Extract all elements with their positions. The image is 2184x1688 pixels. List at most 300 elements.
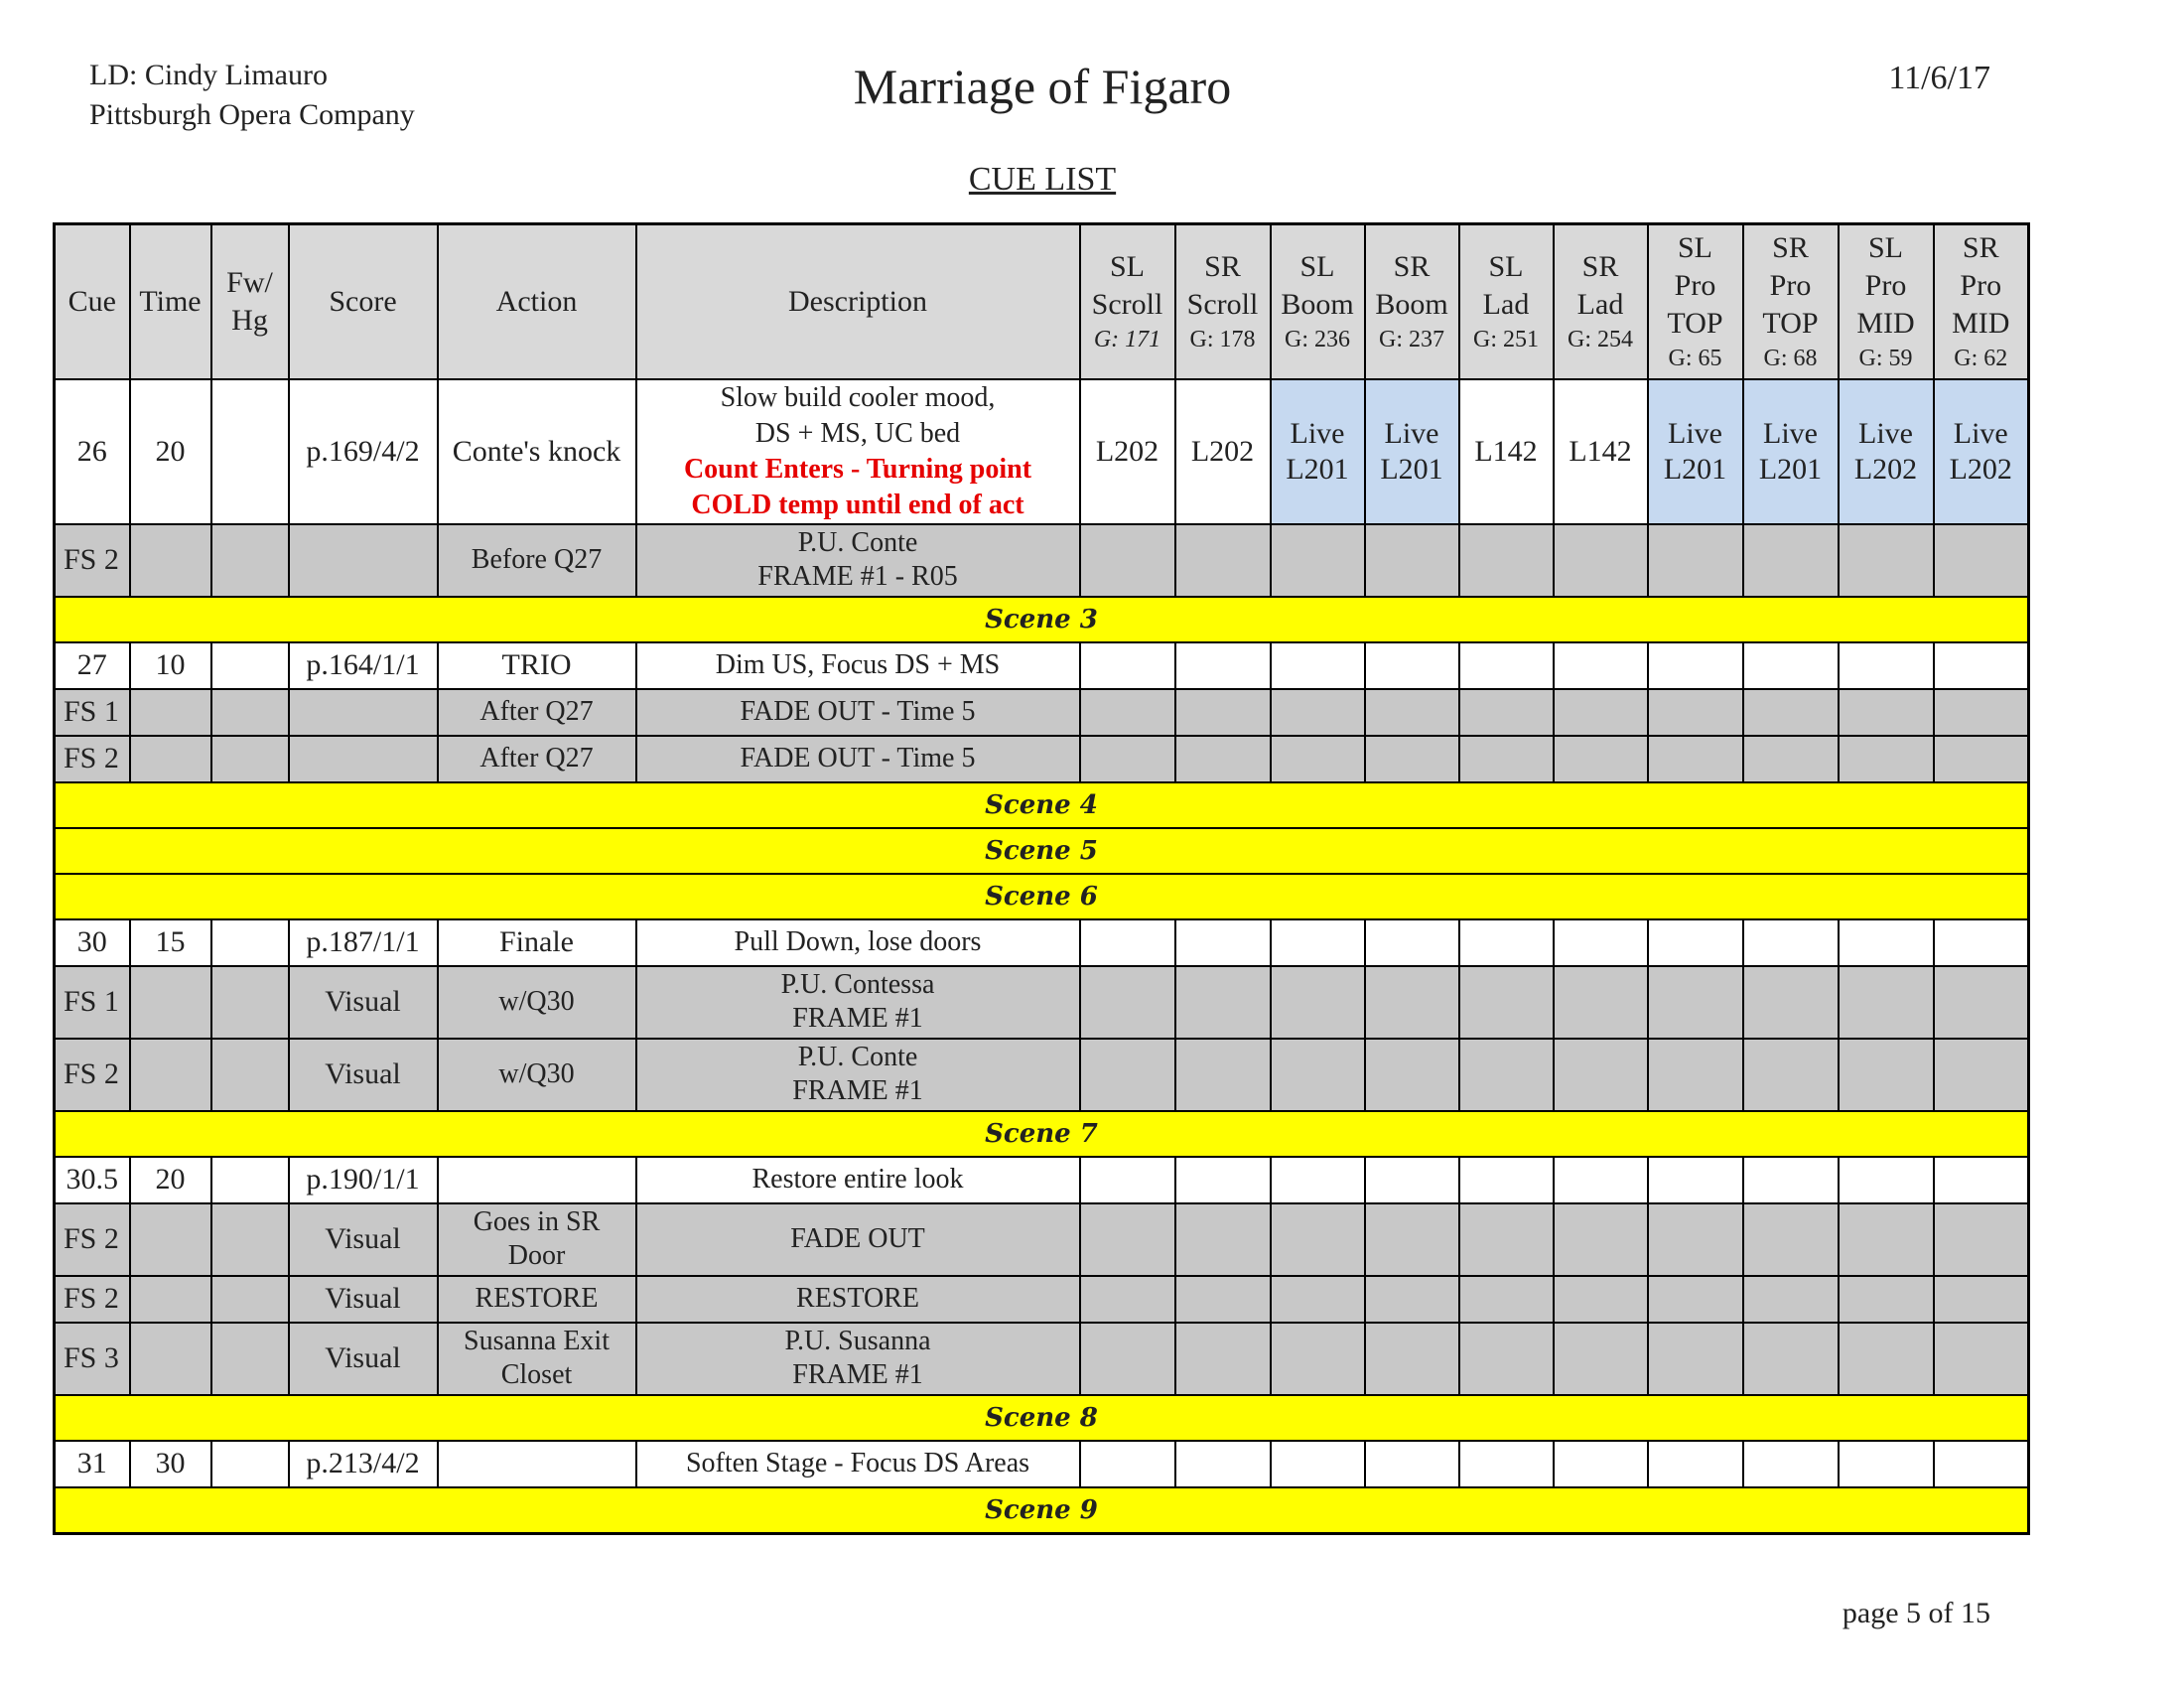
cell-channel xyxy=(1743,1203,1839,1276)
cell-fw xyxy=(211,1157,289,1203)
col-line1: SR xyxy=(1962,230,1999,264)
col-fw-hg xyxy=(211,224,289,379)
cell-channel xyxy=(1554,642,1648,689)
scene-label: Scene 3 xyxy=(55,597,2029,642)
cell-channel xyxy=(1080,642,1175,689)
cell-channel: L202 xyxy=(1080,379,1175,524)
cell-description: FADE OUT - Time 5 xyxy=(636,689,1080,736)
cell-channel xyxy=(1934,689,2029,736)
cell-line: Live xyxy=(1953,416,2008,450)
cell-channel xyxy=(1459,1157,1554,1203)
cell-score xyxy=(289,689,438,736)
cell-channel xyxy=(1554,736,1648,782)
cell-time: 20 xyxy=(130,1157,211,1203)
cell-channel xyxy=(1648,1203,1743,1276)
cell-channel xyxy=(1934,1039,2029,1111)
desc-line: P.U. Susanna xyxy=(784,1326,931,1356)
desc-line-highlight: COLD temp until end of act xyxy=(691,489,1024,520)
cell-time xyxy=(130,689,211,736)
cell-line: L201 xyxy=(1663,452,1727,486)
table-row xyxy=(55,689,2029,736)
desc-line: FRAME #1 - R05 xyxy=(757,561,958,592)
cell-line: Live xyxy=(1290,416,1345,450)
cell-channel xyxy=(1175,966,1271,1039)
col-line2: Boom xyxy=(1375,287,1448,321)
cell-action: Finale xyxy=(438,919,636,966)
col-line2: Pro xyxy=(1769,268,1812,302)
scene-row xyxy=(55,1487,2029,1534)
cell-cue: FS 1 xyxy=(55,689,130,736)
cell-channel xyxy=(1271,689,1365,736)
cell-channel xyxy=(1365,736,1459,782)
cell-channel xyxy=(1080,919,1175,966)
cell-channel xyxy=(1934,642,2029,689)
cell-cue: FS 2 xyxy=(55,1203,130,1276)
cell-channel-live xyxy=(1743,379,1839,524)
col-sr-boom xyxy=(1365,224,1459,379)
cell-channel xyxy=(1175,524,1271,597)
col-line1: SR xyxy=(1393,249,1431,283)
cell-channel xyxy=(1554,1039,1648,1111)
col-group: G: 178 xyxy=(1189,326,1256,352)
col-line2: Lad xyxy=(1576,287,1624,321)
cell-channel xyxy=(1080,524,1175,597)
cell-cue: FS 1 xyxy=(55,966,130,1039)
col-line3: TOP xyxy=(1762,306,1819,340)
cell-channel xyxy=(1459,1323,1554,1395)
cell-score xyxy=(289,736,438,782)
cell-channel-live xyxy=(1839,379,1934,524)
cell-channel xyxy=(1648,1323,1743,1395)
cell-channel xyxy=(1839,736,1934,782)
cell-fw xyxy=(211,1441,289,1487)
document-date: 11/6/17 xyxy=(1888,60,1990,96)
cell-channel xyxy=(1743,966,1839,1039)
col-group: G: 236 xyxy=(1285,326,1350,352)
cell-description: Restore entire look xyxy=(636,1157,1080,1203)
cell-score: p.164/1/1 xyxy=(289,642,438,689)
cell-channel xyxy=(1080,1276,1175,1323)
col-line1: SL xyxy=(1677,230,1712,264)
col-group: G: 237 xyxy=(1379,326,1444,352)
cell-action: RESTORE xyxy=(438,1276,636,1323)
cell-fw xyxy=(211,1039,289,1111)
cell-channel xyxy=(1365,1441,1459,1487)
cell-channel xyxy=(1271,966,1365,1039)
cell-score: Visual xyxy=(289,1323,438,1395)
col-line2: Pro xyxy=(1960,268,2002,302)
cell-channel-live xyxy=(1648,379,1743,524)
cell-channel xyxy=(1839,1203,1934,1276)
cell-cue: 30 xyxy=(55,919,130,966)
cell-channel xyxy=(1080,689,1175,736)
cell-channel xyxy=(1365,524,1459,597)
cell-channel xyxy=(1080,966,1175,1039)
company-name: Pittsburgh Opera Company xyxy=(89,98,415,131)
cell-channel xyxy=(1459,736,1554,782)
cell-description: FADE OUT - Time 5 xyxy=(636,736,1080,782)
cell-channel xyxy=(1743,642,1839,689)
desc-line: P.U. Conte xyxy=(797,1042,918,1072)
cell-channel xyxy=(1934,966,2029,1039)
cell-channel xyxy=(1459,642,1554,689)
col-group: G: 251 xyxy=(1473,326,1539,352)
cell-score: p.169/4/2 xyxy=(289,379,438,524)
cell-channel xyxy=(1554,689,1648,736)
desc-line: DS + MS, UC bed xyxy=(754,417,961,449)
cell-score: Visual xyxy=(289,966,438,1039)
cell-channel xyxy=(1175,1039,1271,1111)
cell-fw xyxy=(211,966,289,1039)
cell-channel xyxy=(1080,736,1175,782)
cell-fw xyxy=(211,1323,289,1395)
col-line3: MID xyxy=(1856,306,1915,340)
cell-channel xyxy=(1271,1441,1365,1487)
scene-row xyxy=(55,782,2029,828)
cell-channel xyxy=(1648,1039,1743,1111)
table-row xyxy=(55,379,2029,524)
cell-line: L201 xyxy=(1380,452,1443,486)
cell-channel xyxy=(1839,524,1934,597)
scene-row xyxy=(55,1111,2029,1157)
cell-channel xyxy=(1271,736,1365,782)
col-score: Score xyxy=(289,224,438,379)
page-title: Marriage of Figaro xyxy=(853,59,1232,114)
cell-channel xyxy=(1934,919,2029,966)
col-sl-scroll xyxy=(1080,224,1175,379)
table-row xyxy=(55,1039,2029,1111)
cell-channel xyxy=(1459,689,1554,736)
cell-channel xyxy=(1080,1203,1175,1276)
cell-channel xyxy=(1365,689,1459,736)
cell-channel xyxy=(1648,1441,1743,1487)
action-line: Door xyxy=(507,1240,566,1271)
cell-action: After Q27 xyxy=(438,736,636,782)
cell-channel xyxy=(1839,1441,1934,1487)
cell-fw xyxy=(211,642,289,689)
cell-channel xyxy=(1175,736,1271,782)
cell-channel xyxy=(1743,1441,1839,1487)
cell-score: Visual xyxy=(289,1276,438,1323)
cell-channel xyxy=(1459,919,1554,966)
scene-label: Scene 9 xyxy=(55,1487,2029,1534)
table-row xyxy=(55,736,2029,782)
lighting-designer: LD: Cindy Limauro xyxy=(89,59,328,91)
cell-score: p.190/1/1 xyxy=(289,1157,438,1203)
cell-cue: FS 2 xyxy=(55,1276,130,1323)
cell-channel xyxy=(1839,689,1934,736)
desc-line-highlight: Count Enters - Turning point xyxy=(683,453,1032,485)
scene-row xyxy=(55,597,2029,642)
cell-description xyxy=(636,524,1080,597)
col-sr-pro-top xyxy=(1743,224,1839,379)
scene-label: Scene 8 xyxy=(55,1395,2029,1441)
cell-line: Live xyxy=(1384,416,1439,450)
cell-channel xyxy=(1648,919,1743,966)
col-line1: SR xyxy=(1581,249,1619,283)
cell-line: L202 xyxy=(1949,452,2012,486)
col-line1: SL xyxy=(1867,230,1903,264)
action-line: Closet xyxy=(500,1359,573,1390)
cell-fw xyxy=(211,689,289,736)
cell-channel xyxy=(1743,736,1839,782)
cell-channel xyxy=(1743,1276,1839,1323)
cell-cue: 27 xyxy=(55,642,130,689)
cell-line: Live xyxy=(1858,416,1913,450)
cell-action: Conte's knock xyxy=(438,379,636,524)
desc-line: Slow build cooler mood, xyxy=(720,381,996,413)
table-row xyxy=(55,642,2029,689)
cell-channel xyxy=(1554,524,1648,597)
cell-channel xyxy=(1743,1157,1839,1203)
cell-channel xyxy=(1459,1203,1554,1276)
cell-description: FADE OUT xyxy=(636,1203,1080,1276)
col-line1: SL xyxy=(1488,249,1524,283)
col-time: Time xyxy=(130,224,211,379)
cell-channel xyxy=(1554,1323,1648,1395)
cell-action: After Q27 xyxy=(438,689,636,736)
cell-channel xyxy=(1743,1323,1839,1395)
cell-channel xyxy=(1839,966,1934,1039)
cell-channel xyxy=(1365,966,1459,1039)
col-line2: Boom xyxy=(1281,287,1354,321)
col-fw-line1: Fw/ xyxy=(226,265,273,299)
col-fw-line2: Hg xyxy=(231,303,268,337)
desc-line: FRAME #1 xyxy=(792,1003,923,1034)
cell-channel xyxy=(1365,1203,1459,1276)
cell-channel xyxy=(1459,1441,1554,1487)
cue-list-heading: CUE LIST xyxy=(968,161,1117,198)
cell-channel xyxy=(1648,1276,1743,1323)
col-line2: Scroll xyxy=(1091,287,1163,321)
col-group: G: 254 xyxy=(1568,326,1633,352)
cell-channel: L202 xyxy=(1175,379,1271,524)
cell-fw xyxy=(211,1276,289,1323)
cell-channel xyxy=(1271,1039,1365,1111)
table-row xyxy=(55,1441,2029,1487)
cell-channel xyxy=(1080,1441,1175,1487)
cell-line: L201 xyxy=(1758,452,1823,486)
cell-channel xyxy=(1934,1157,2029,1203)
scene-row xyxy=(55,874,2029,919)
cell-channel xyxy=(1175,1276,1271,1323)
cell-action: w/Q30 xyxy=(438,966,636,1039)
cell-channel xyxy=(1839,1323,1934,1395)
cell-channel xyxy=(1271,1323,1365,1395)
cell-description: RESTORE xyxy=(636,1276,1080,1323)
cell-channel xyxy=(1648,966,1743,1039)
cell-description: Dim US, Focus DS + MS xyxy=(636,642,1080,689)
cell-time: 10 xyxy=(130,642,211,689)
cell-channel xyxy=(1459,1276,1554,1323)
cell-time xyxy=(130,966,211,1039)
col-action: Action xyxy=(438,224,636,379)
cell-line: Live xyxy=(1763,416,1818,450)
action-line: Goes in SR xyxy=(473,1206,601,1237)
cell-channel xyxy=(1175,1157,1271,1203)
scene-label: Scene 6 xyxy=(55,874,2029,919)
cell-channel: L142 xyxy=(1459,379,1554,524)
cell-cue: 30.5 xyxy=(55,1157,130,1203)
cell-cue: FS 2 xyxy=(55,1039,130,1111)
cell-channel xyxy=(1648,689,1743,736)
col-group: G: 62 xyxy=(1954,345,2008,371)
scene-label: Scene 7 xyxy=(55,1111,2029,1157)
cell-cue: 31 xyxy=(55,1441,130,1487)
col-group: G: 68 xyxy=(1763,345,1818,371)
cell-action: TRIO xyxy=(438,642,636,689)
cell-channel xyxy=(1648,1157,1743,1203)
cell-time xyxy=(130,1276,211,1323)
cell-channel xyxy=(1175,919,1271,966)
col-line3: MID xyxy=(1952,306,2010,340)
col-line1: SL xyxy=(1109,249,1145,283)
cell-channel xyxy=(1365,642,1459,689)
cell-channel xyxy=(1175,1323,1271,1395)
desc-line: P.U. Conte xyxy=(797,527,918,558)
cell-channel xyxy=(1271,642,1365,689)
cell-channel xyxy=(1743,524,1839,597)
cell-channel xyxy=(1934,1276,2029,1323)
cell-channel xyxy=(1934,524,2029,597)
cell-channel xyxy=(1080,1157,1175,1203)
cell-time xyxy=(130,524,211,597)
col-sl-lad xyxy=(1459,224,1554,379)
cell-score xyxy=(289,524,438,597)
table-header-row xyxy=(55,224,2029,379)
cell-channel xyxy=(1175,689,1271,736)
scene-row xyxy=(55,828,2029,874)
cell-time xyxy=(130,1323,211,1395)
cell-channel xyxy=(1459,524,1554,597)
cell-time: 20 xyxy=(130,379,211,524)
cell-channel xyxy=(1839,1157,1934,1203)
cell-channel xyxy=(1365,919,1459,966)
col-line2: Pro xyxy=(1864,268,1907,302)
cell-cue: FS 2 xyxy=(55,736,130,782)
cell-channel xyxy=(1271,524,1365,597)
col-group: G: 171 xyxy=(1093,326,1161,352)
cell-cue: FS 2 xyxy=(55,524,130,597)
cell-action xyxy=(438,1323,636,1395)
cell-description xyxy=(636,379,1080,524)
cell-channel xyxy=(1459,966,1554,1039)
cell-description xyxy=(636,966,1080,1039)
cell-time xyxy=(130,1039,211,1111)
cell-channel xyxy=(1365,1276,1459,1323)
page-number: page 5 of 15 xyxy=(1842,1597,1990,1629)
cell-channel xyxy=(1080,1323,1175,1395)
cell-line: L201 xyxy=(1286,452,1349,486)
cell-channel xyxy=(1839,1276,1934,1323)
cell-score: p.187/1/1 xyxy=(289,919,438,966)
cell-channel xyxy=(1554,1157,1648,1203)
col-group: G: 65 xyxy=(1668,345,1722,371)
col-description: Description xyxy=(636,224,1080,379)
cell-score: p.213/4/2 xyxy=(289,1441,438,1487)
cell-channel xyxy=(1080,1039,1175,1111)
cell-channel xyxy=(1175,1441,1271,1487)
cell-channel xyxy=(1271,1276,1365,1323)
cell-channel xyxy=(1839,919,1934,966)
cell-channel: L142 xyxy=(1554,379,1648,524)
col-line2: Lad xyxy=(1482,287,1530,321)
cell-channel xyxy=(1271,1157,1365,1203)
col-sr-lad xyxy=(1554,224,1648,379)
cell-description: Pull Down, lose doors xyxy=(636,919,1080,966)
cell-cue: 26 xyxy=(55,379,130,524)
cell-action xyxy=(438,1441,636,1487)
cell-fw xyxy=(211,1203,289,1276)
cue-list-table xyxy=(53,222,2030,1535)
cell-channel xyxy=(1934,1441,2029,1487)
cell-channel xyxy=(1554,1441,1648,1487)
cell-fw xyxy=(211,379,289,524)
table-row xyxy=(55,1276,2029,1323)
scene-row xyxy=(55,1395,2029,1441)
col-sl-pro-top xyxy=(1648,224,1743,379)
cell-action: w/Q30 xyxy=(438,1039,636,1111)
cell-channel-live xyxy=(1271,379,1365,524)
col-cue: Cue xyxy=(55,224,130,379)
cell-channel xyxy=(1175,642,1271,689)
cell-channel xyxy=(1743,689,1839,736)
cell-score: Visual xyxy=(289,1203,438,1276)
cell-action xyxy=(438,1203,636,1276)
cell-channel xyxy=(1554,1276,1648,1323)
cell-line: Live xyxy=(1668,416,1722,450)
cell-channel xyxy=(1365,1157,1459,1203)
table-row xyxy=(55,524,2029,597)
cell-score: Visual xyxy=(289,1039,438,1111)
cell-channel-live xyxy=(1934,379,2029,524)
table-row xyxy=(55,1157,2029,1203)
cell-channel xyxy=(1271,1203,1365,1276)
cell-channel xyxy=(1743,1039,1839,1111)
cell-channel xyxy=(1175,1203,1271,1276)
desc-line: FRAME #1 xyxy=(792,1359,923,1390)
table-row xyxy=(55,1203,2029,1276)
action-line: Susanna Exit xyxy=(464,1326,610,1356)
col-sr-pro-mid xyxy=(1934,224,2029,379)
cell-channel xyxy=(1839,1039,1934,1111)
cell-action xyxy=(438,1157,636,1203)
col-sr-scroll xyxy=(1175,224,1271,379)
col-line1: SR xyxy=(1772,230,1809,264)
cell-channel-live xyxy=(1365,379,1459,524)
col-line3: TOP xyxy=(1667,306,1723,340)
cell-time: 15 xyxy=(130,919,211,966)
cell-channel xyxy=(1554,966,1648,1039)
desc-line: P.U. Contessa xyxy=(780,969,935,1000)
cell-action: Before Q27 xyxy=(438,524,636,597)
scene-label: Scene 5 xyxy=(55,828,2029,874)
cell-channel xyxy=(1365,1323,1459,1395)
cell-channel xyxy=(1554,1203,1648,1276)
cell-channel xyxy=(1934,1203,2029,1276)
col-line1: SL xyxy=(1299,249,1335,283)
cell-description xyxy=(636,1039,1080,1111)
desc-line: FRAME #1 xyxy=(792,1075,923,1106)
col-line2: Pro xyxy=(1674,268,1716,302)
col-line2: Scroll xyxy=(1186,287,1259,321)
cell-channel xyxy=(1271,919,1365,966)
col-group: G: 59 xyxy=(1858,345,1913,371)
cell-channel xyxy=(1365,1039,1459,1111)
col-sl-pro-mid xyxy=(1839,224,1934,379)
cell-time xyxy=(130,736,211,782)
cell-fw xyxy=(211,736,289,782)
